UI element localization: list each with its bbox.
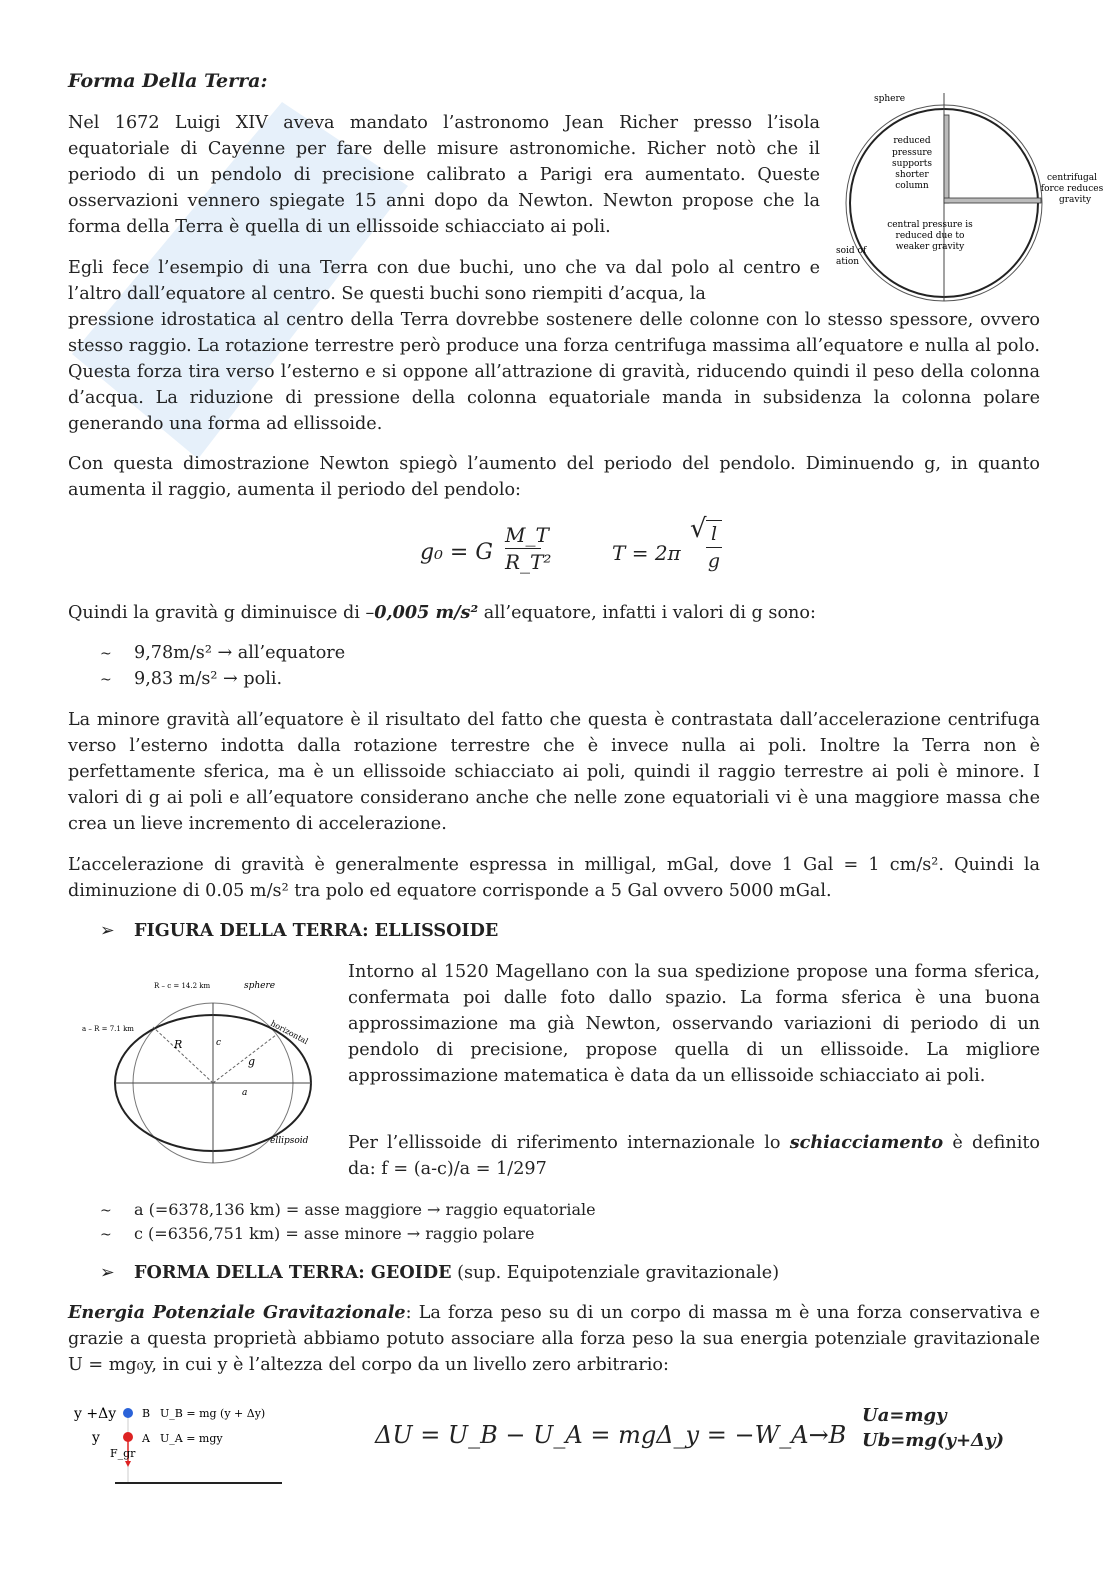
fraction-numerator: M_T — [505, 523, 549, 547]
label-sphere: sphere — [244, 981, 276, 991]
label-F: F_gr — [110, 1447, 136, 1460]
list-item: ~ c (=6356,751 km) = asse minore → raggio polare — [100, 1224, 535, 1243]
section-title: Forma Della Terra: — [68, 70, 268, 92]
label-a: a — [242, 1088, 248, 1098]
equation-g0: g₀ = G — [420, 540, 493, 565]
ellipsoid-figure — [70, 965, 330, 1165]
label-UB: U_B = mg (y + Δy) — [160, 1407, 266, 1420]
equation-ua: Ua=mgy — [862, 1405, 947, 1426]
label-horizontal: horizontal — [269, 1018, 310, 1047]
label-aR: a – R = 7.1 km — [82, 1025, 134, 1033]
label-ellipsoid: ellipsoid — [270, 1136, 309, 1146]
fraction-denominator: R_T² — [505, 550, 552, 574]
equation-delta-u: ΔU = U_B − U_A = mgΔ_y = −W_A→B — [375, 1421, 847, 1449]
heading-ellissoide: ➢ FIGURA DELLA TERRA: ELLISSOIDE — [100, 920, 499, 941]
list-item: ~ a (=6378,136 km) = asse maggiore → raggio equatoriale — [100, 1200, 596, 1219]
paragraph-7: Intorno al 1520 Magellano con la sua spedizione propose una forma sferica, confermata poi dalle foto dallo spazio. La forma sferica è una buona approssimazione ma già Newton, osservando variazioni di periodo di un pendolo di precisione, propose quella di un ellissoide. La migliore approssimazione matematica è data da un ellissoide schiacciato ai poli. — [348, 962, 1040, 1086]
paragraph-2a: Egli fece l’esempio di una Terra con due buchi, uno che va dal polo al centro e l’altro dall’equatore al centro. Se questi buchi sono riempiti d’acqua, la — [68, 258, 820, 304]
paragraph-2b: pressione idrostatica al centro della Terra dovrebbe sostenere delle colonne con lo stesso spessore, ovvero stesso raggio. La rotazione terrestre però produce una forza centrifuga massima all’equatore e nulla al polo. Questa forza tira verso l’esterno e si oppone all’attrazione di gravità, riducendo quindi il peso della colonna d’acqua. La riduzione di pressione della colonna equatoriale manda in subsidenza la colonna polare generando una forma ad ellissoide. — [68, 310, 1040, 434]
paragraph-5: La minore gravità all’equatore è il risultato del fatto che questa è contrastata dall’accelerazione centrifuga verso l’esterno indotta dalla rotazione terrestre che è invece nulla ai poli. Inoltre la Terra non è perfettamente sferica, ma è un ellissoide schiacciato ai poli, quindi il raggio terrestre ai poli è minore. I valori di g ai poli e all’equatore considerano anche che nelle zone equatoriali vi è una maggiore massa che crea un lieve incremento di accelerazione. — [68, 710, 1040, 834]
paragraph-4: Quindi la gravità g diminuisce di –0,005 m/s² all’equatore, infatti i valori di g sono: — [68, 602, 816, 623]
label-centrifugal: centrifugal force reduces gravity — [1040, 173, 1104, 205]
label-B: B — [142, 1407, 151, 1420]
label-reduced: reduced pressure supports shorter column — [891, 136, 933, 191]
fraction-g: g — [707, 550, 721, 572]
equation-ub: Ub=mg(y+Δy) — [862, 1430, 1004, 1451]
paragraph-6: L’accelerazione di gravità è generalmente espressa in milligal, mGal, dove 1 Gal = 1 cm/s². Quindi la diminuzione di 0.05 m/s² tra polo ed equatore corrisponde a 5 Gal ovvero 5000 mGal. — [68, 855, 1040, 901]
label-g: g — [248, 1055, 256, 1068]
paragraph-3: Con questa dimostrazione Newton spiegò l’aumento del periodo del pendolo. Diminuendo g, in quanto aumenta il raggio, aumenta il periodo del pendolo: — [68, 454, 1040, 500]
label-y-dy: y +Δy — [74, 1406, 117, 1422]
heading-geoide: ➢ FORMA DELLA TERRA: GEOIDE (sup. Equipotenziale gravitazionale) — [100, 1262, 780, 1283]
label-ellipsoid: soid of ation — [836, 246, 867, 267]
label-c: c — [216, 1038, 222, 1048]
potential-energy-figure — [60, 1395, 300, 1490]
paragraph-1: Nel 1672 Luigi XIV aveva mandato l’astronomo Jean Richer presso l’isola equatoriale di Cayenne per fare delle misure astronomiche. Richer notò che il periodo di un pendolo di precisione calibrato a Parigi era aumentato. Queste osservazioni vennero spiegate 15 anni dopo da Newton. Newton propose che la forma della Terra è quella di un ellissoide schiacciato ai poli. — [68, 113, 820, 237]
sqrt-icon: √ — [690, 514, 707, 544]
paragraph-9: Energia Potenziale Gravitazionale: La forza peso su di un corpo di massa m è una forza conservativa e grazie a questa proprietà abbiamo potuto associare alla forza peso la sua energia potenziale gravitazionale U = mg₀y, in cui y è l’altezza del corpo da un livello zero arbitrario: — [68, 1302, 1041, 1375]
pressure-column-figure — [830, 85, 1110, 305]
label-sphere: sphere — [874, 94, 906, 104]
label-A: A — [142, 1432, 150, 1445]
equation-period: T = 2π — [612, 541, 681, 565]
label-y: y — [92, 1430, 100, 1446]
label-rc: R – c = 14.2 km — [154, 982, 211, 990]
label-R: R — [174, 1038, 183, 1051]
label-UA: U_A = mgy — [160, 1432, 223, 1445]
fraction-l: l — [706, 521, 722, 548]
list-item: ~ 9,83 m/s² → poli. — [100, 669, 283, 689]
list-item: ~ 9,78m/s² → all’equatore — [100, 643, 346, 663]
paragraph-8: Per l’ellissoide di riferimento internazionale lo schiacciamento è definito da: f = (a-c)/a = 1/297 — [348, 1132, 1040, 1179]
label-central: central pressure is reduced due to weaker gravity — [887, 220, 973, 252]
